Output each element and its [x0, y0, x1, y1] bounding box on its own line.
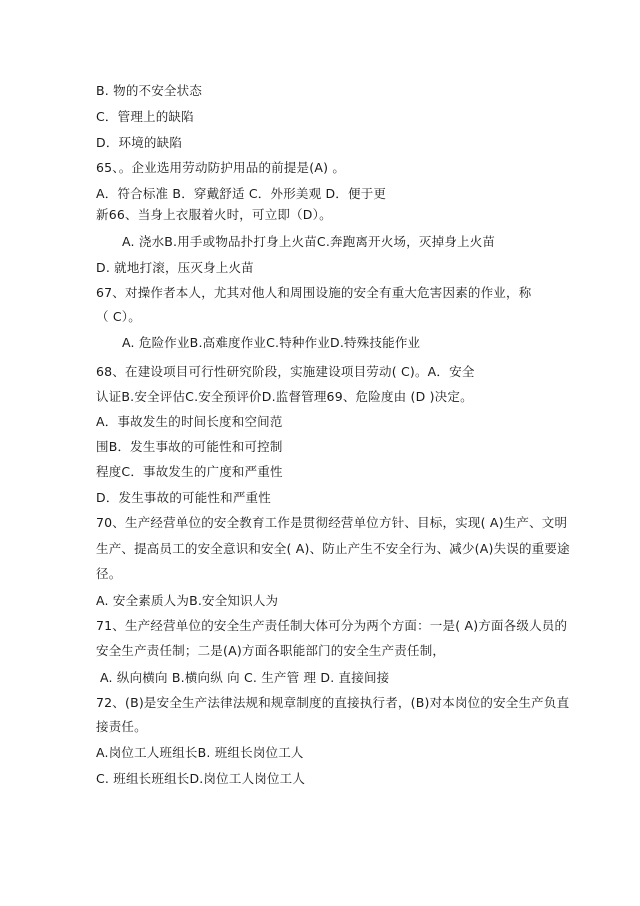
- question-70-line-1: 70、生产经营单位的安全教育工作是贯彻经营单位方针、目标，实现( A)生产、文明: [96, 515, 568, 530]
- question-69-option-b: 围B．发生事故的可能性和可控制: [96, 439, 283, 454]
- question-70-options: A. 安全素质人为B.安全知识人为: [96, 593, 279, 608]
- option-d-environment-defect: D．环境的缺陷: [96, 135, 183, 150]
- question-66: 新66、当身上衣服着火时，可立即（D）。: [96, 207, 332, 222]
- question-69-option-d: D．发生事故的可能性和严重性: [96, 490, 271, 505]
- question-65-options: A．符合标准 B．穿戴舒适 C．外形美观 D．便于更: [96, 186, 387, 201]
- question-72-options-cd: C. 班组长班组长D.岗位工人岗位工人: [96, 771, 306, 786]
- question-69-option-c: 程度C．事故发生的广度和严重性: [96, 464, 283, 479]
- question-67: 67、对操作者本人，尤其对他人和周围设施的安全有重大危害因素的作业，称: [96, 285, 532, 300]
- question-70-line-3: 径。: [96, 566, 122, 581]
- question-72-options-ab: A.岗位工人班组长B. 班组长岗位工人: [96, 745, 304, 760]
- option-c-management-defect: C．管理上的缺陷: [96, 109, 194, 124]
- question-68: 68、在建设项目可行性研究阶段，实施建设项目劳动( C)。A．安全: [96, 364, 475, 379]
- question-72-line-2: 接责任。: [96, 719, 147, 734]
- question-67-answer: （ C）。: [96, 309, 141, 324]
- question-66-option-d: D. 就地打滚，压灭身上火苗: [96, 260, 254, 275]
- option-b-unsafe-state: B. 物的不安全状态: [96, 83, 203, 98]
- question-72-line-1: 72、(B)是安全生产法律法规和规章制度的直接执行者，(B)对本岗位的安全生产负直: [96, 695, 570, 710]
- question-69-option-a: A．事故发生的时间长度和空间范: [96, 414, 283, 429]
- question-66-options-abc: A. 浇水B.用手或物品扑打身上火苗C.奔跑离开火场，灭掉身上火苗: [122, 234, 496, 249]
- question-65: 65、。企业选用劳动防护用品的前提是(A) 。: [96, 160, 346, 175]
- question-68-options-q69: 认证B.安全评估C.安全预评价D.监督管理69、危险度由 (D )决定。: [96, 389, 473, 404]
- question-70-line-2: 生产、提高员工的安全意识和安全( A)、防止产生不安全行为、减少(A)失误的重要途: [96, 541, 570, 556]
- question-71-options: A. 纵向横向 B.横向纵 向 C. 生产管 理 D. 直接间接: [100, 670, 390, 685]
- question-71-line-1: 71、生产经营单位的安全生产责任制大体可分为两个方面：一是( A)方面各级人员的: [96, 618, 568, 633]
- question-71-line-2: 安全生产责任制；二是(A)方面各职能部门的安全生产责任制，: [96, 643, 446, 658]
- question-67-options: A. 危险作业B.高难度作业C.特种作业D.特殊技能作业: [122, 335, 421, 350]
